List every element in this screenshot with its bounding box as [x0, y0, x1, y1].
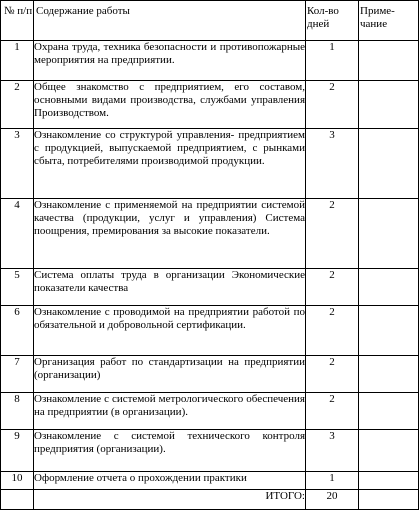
total-note-cell [359, 490, 419, 510]
row-work [34, 356, 306, 393]
row-work-text: Ознакомление с системой технического контроля предприятия (организации). [34, 430, 305, 455]
row-work-text: Общее знакомство с предприятием, его составом, основными видами производства, службами управления Производством. [34, 81, 305, 119]
row-work [34, 306, 306, 356]
table-row [1, 356, 419, 393]
row-num: 1 [1, 41, 34, 81]
row-days: 1 [306, 41, 359, 81]
row-work-text: Ознакомление с системой метрологического обеспечения на предприятии (в организации). [34, 393, 305, 418]
row-work-text: Ознакомление с применяемой на предприятии системой качества (продукции, услуг и управления) Система поощрения, премирования за высокие показатели. [34, 199, 305, 237]
header-note: Приме-чание [359, 1, 419, 41]
table-row [1, 430, 419, 472]
row-days: 2 [306, 306, 359, 356]
table-row [1, 472, 419, 490]
table-row [1, 81, 419, 129]
row-num: 9 [1, 430, 34, 472]
row-work [34, 472, 306, 490]
row-num: 5 [1, 269, 34, 306]
row-work [34, 81, 306, 129]
row-work-text: Ознакомление с проводимой на предприятии работой по обязательной и добровольной сертификации. [34, 306, 305, 331]
total-row [1, 490, 419, 510]
row-days: 2 [306, 81, 359, 129]
row-work [34, 430, 306, 472]
row-note [359, 430, 419, 472]
table-row [1, 199, 419, 269]
row-note [359, 199, 419, 269]
row-work-text: Оформление отчета о прохождении практики [34, 472, 247, 484]
row-num: 10 [1, 472, 34, 490]
table-row [1, 306, 419, 356]
header-work: Содержание работы [34, 1, 306, 41]
row-days: 2 [306, 356, 359, 393]
row-days: 3 [306, 430, 359, 472]
row-days: 2 [306, 269, 359, 306]
row-days: 1 [306, 472, 359, 490]
table-row [1, 41, 419, 81]
total-days: 20 [306, 490, 359, 510]
row-note [359, 356, 419, 393]
table-row [1, 129, 419, 199]
total-num-cell [1, 490, 34, 510]
row-work [34, 199, 306, 269]
row-note [359, 269, 419, 306]
row-work-text: Организация работ по стандартизации на предприятии (организации) [34, 356, 305, 381]
row-num: 7 [1, 356, 34, 393]
table-row [1, 393, 419, 430]
row-note [359, 129, 419, 199]
row-note [359, 393, 419, 430]
row-note [359, 472, 419, 490]
row-work [34, 129, 306, 199]
row-work-text: Охрана труда, техника безопасности и противопожарные мероприятия на предприятии. [34, 41, 305, 66]
row-work-text: Система оплаты труда в организации Экономические показатели качества [34, 269, 305, 294]
row-note [359, 81, 419, 129]
row-note [359, 306, 419, 356]
table-header-row [1, 1, 419, 41]
row-work [34, 41, 306, 81]
row-days: 2 [306, 393, 359, 430]
row-work [34, 393, 306, 430]
row-days: 2 [306, 199, 359, 269]
header-days: Кол-во дней [306, 1, 359, 41]
row-days: 3 [306, 129, 359, 199]
row-num: 2 [1, 81, 34, 129]
row-num: 6 [1, 306, 34, 356]
row-num: 8 [1, 393, 34, 430]
row-num: 4 [1, 199, 34, 269]
header-num: № п/п [1, 1, 34, 41]
row-note [359, 41, 419, 81]
row-work-text: Ознакомление со структурой управления- предприятием с продукцией, выпускаемой предприятием, с рынками сбыта, потребителями производимой продукции. [34, 129, 305, 167]
row-num: 3 [1, 129, 34, 199]
total-label: ИТОГО: [34, 490, 306, 510]
row-work [34, 269, 306, 306]
table-row [1, 269, 419, 306]
